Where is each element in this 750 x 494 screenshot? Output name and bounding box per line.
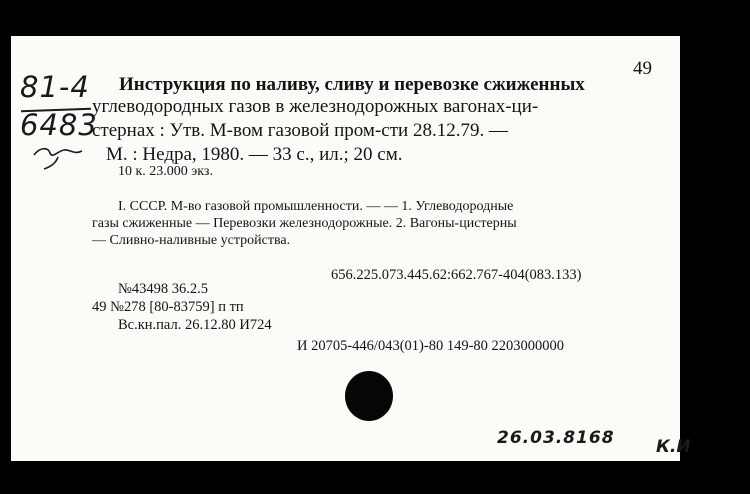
title-line-4: М. : Недра, 1980. — 33 с., ил.; 20 см. [106, 144, 403, 165]
title-line-3: стернах : Утв. М-вом газовой пром-сти 28.12.79. — [92, 120, 508, 141]
handwritten-scribble [30, 141, 92, 171]
subject-line-2: газы сжиженные — Перевозки железнодорожные. 2. Вагоны-цистерны [92, 216, 517, 231]
title-line-1: Инструкция по наливу, сливу и перевозке сжиженных [119, 74, 585, 95]
handwritten-initials: К.И [656, 437, 691, 457]
record-line-3: Вс.кн.пал. 26.12.80 И724 [118, 317, 272, 333]
record-line-2: 49 №278 [80-83759] п тп [92, 299, 244, 315]
price-and-print-run: 10 к. 23.000 экз. [118, 164, 213, 179]
title-line-2: углеводородных газов в железнодорожных вагонах-ци- [92, 96, 539, 117]
subject-line-1: I. СССР. М-во газовой промышленности. — — 1. Углеводородные [118, 199, 514, 214]
page-number: 49 [633, 58, 652, 79]
handwritten-date: 26.03.8168 [497, 428, 615, 448]
subject-line-3: — Сливно-наливные устройства. [92, 233, 291, 248]
udc-code: 656.225.073.445.62:662.767-404(083.133) [331, 267, 582, 283]
shelf-mark-bottom: 6483 [20, 108, 98, 142]
record-line-1: №43498 36.2.5 [118, 281, 208, 297]
card-punch-hole [345, 371, 393, 421]
classification-code-line: И 20705-446/043(01)-80 149-80 2203000000 [297, 338, 565, 354]
shelf-mark-top: 81-4 [20, 70, 90, 104]
